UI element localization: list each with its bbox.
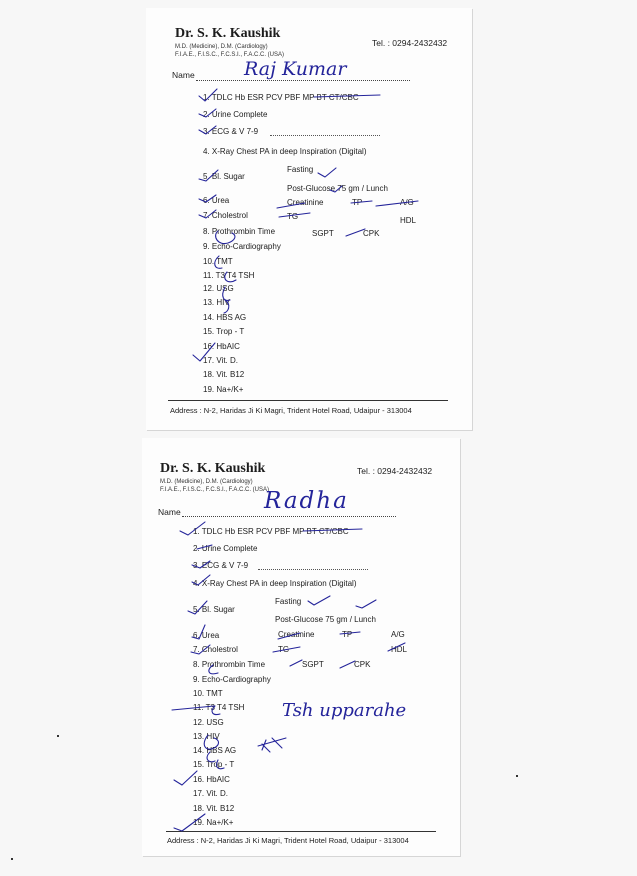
test-item: 8. Prothrombin Time xyxy=(193,660,266,669)
sugar-fasting: Fasting xyxy=(287,165,314,174)
test-item: 3. ECG & V 7-9 xyxy=(203,127,259,136)
address: Address : N-2, Haridas Ji Ki Magri, Trident Hotel Road, Udaipur - 313004 xyxy=(167,836,409,845)
test-item: 1. TDLC Hb ESR PCV PBF MP BT CT/CBC xyxy=(193,527,349,536)
test-item: 8. Prothrombin Time xyxy=(203,227,276,236)
pt-sgpt: SGPT xyxy=(312,229,334,238)
test-item: 1. TDLC Hb ESR PCV PBF MP BT CT/CBC xyxy=(203,93,359,102)
pt-cpk: CPK xyxy=(354,660,371,669)
test-item: 2. Urine Complete xyxy=(203,110,268,119)
scanner-speck xyxy=(11,858,13,860)
patient-name-handwritten: Radha xyxy=(264,488,349,514)
chol-hdl: HDL xyxy=(400,216,417,225)
footer-rule xyxy=(166,831,436,832)
qualifications: M.D. (Medicine), D.M. (Cardiology) F.I.A.E., F.I.S.C., F.C.S.I., F.A.C.C. (USA) xyxy=(160,479,270,493)
name-line xyxy=(196,80,410,81)
test-item: 14. HBS AG xyxy=(203,313,247,322)
test-item: 17. Vit. D. xyxy=(193,789,228,798)
scanner-speck xyxy=(516,775,518,777)
test-item: 11. T3 T4 TSH xyxy=(193,703,245,712)
test-item: 11. T3 T4 TSH xyxy=(203,271,255,280)
test-item: 15. Trop - T xyxy=(193,760,235,769)
address: Address : N-2, Haridas Ji Ki Magri, Trident Hotel Road, Udaipur - 313004 xyxy=(170,406,412,415)
chol-tg: TG xyxy=(287,212,299,221)
test-item: 16. HbAIC xyxy=(203,342,240,351)
test-item: 2. Urine Complete xyxy=(193,544,258,553)
name-line xyxy=(182,516,396,517)
test-item: 10. TMT xyxy=(193,689,223,698)
handwritten-note: Tsh upparahe xyxy=(282,700,407,721)
test-item: 5. Bl. Sugar xyxy=(203,172,245,181)
doctor-name: Dr. S. K. Kaushik xyxy=(160,461,266,476)
test-item: 19. Na+/K+ xyxy=(193,818,234,827)
doctor-name: Dr. S. K. Kaushik xyxy=(175,26,281,41)
scanner-speck xyxy=(57,735,59,737)
sugar-post-glucose: Post-Glucose 75 gm / Lunch xyxy=(287,184,388,193)
test-item: 19. Na+/K+ xyxy=(203,385,244,394)
sugar-fasting: Fasting xyxy=(275,597,302,606)
test-item: 6. Urea xyxy=(193,631,220,640)
telephone: Tel. : 0294-2432432 xyxy=(372,38,448,48)
name-label: Name xyxy=(158,507,181,517)
dotted-line xyxy=(258,569,368,570)
test-item: 7. Cholestrol xyxy=(203,211,248,220)
test-item: 12. USG xyxy=(193,718,224,727)
test-item: 4. X-Ray Chest PA in deep Inspiration (Digital) xyxy=(203,147,367,156)
sugar-post-glucose: Post-Glucose 75 gm / Lunch xyxy=(275,615,376,624)
test-item: 9. Echo-Cardiography xyxy=(193,675,271,684)
chol-hdl: HDL xyxy=(391,645,408,654)
name-label: Name xyxy=(172,70,195,80)
test-item: 16. HbAIC xyxy=(193,775,230,784)
test-item: 17. Vit. D. xyxy=(203,356,238,365)
patient-name-handwritten: Raj Kumar xyxy=(244,58,347,80)
urea-creatinine: Creatinine xyxy=(278,630,315,639)
urea-tp: TP xyxy=(352,198,363,207)
footer-rule xyxy=(168,400,448,401)
test-item: 7. Cholestrol xyxy=(193,645,238,654)
dotted-line xyxy=(270,135,380,136)
test-item: 5. Bl. Sugar xyxy=(193,605,235,614)
test-item: 15. Trop - T xyxy=(203,327,245,336)
test-item: 12. USG xyxy=(203,284,234,293)
test-item: 10. TMT xyxy=(203,257,233,266)
urea-ag: A/G xyxy=(400,198,414,207)
test-item: 3. ECG & V 7-9 xyxy=(193,561,249,570)
telephone: Tel. : 0294-2432432 xyxy=(357,466,433,476)
urea-ag: A/G xyxy=(391,630,405,639)
pt-cpk: CPK xyxy=(363,229,380,238)
test-item: 13. HIV xyxy=(193,732,220,741)
pt-sgpt: SGPT xyxy=(302,660,324,669)
test-item: 4. X-Ray Chest PA in deep Inspiration (Digital) xyxy=(193,579,357,588)
urea-tp: TP xyxy=(342,630,353,639)
test-item: 9. Echo-Cardiography xyxy=(203,242,281,251)
chol-tg: TG xyxy=(278,645,290,654)
qualifications: M.D. (Medicine), D.M. (Cardiology) F.I.A.E., F.I.S.C., F.C.S.I., F.A.C.C. (USA) xyxy=(175,44,285,58)
test-item: 6. Urea xyxy=(203,196,230,205)
test-item: 18. Vit. B12 xyxy=(203,370,245,379)
test-item: 18. Vit. B12 xyxy=(193,804,235,813)
test-item: 13. HIV xyxy=(203,298,230,307)
test-item: 14. HBS AG xyxy=(193,746,237,755)
urea-creatinine: Creatinine xyxy=(287,198,324,207)
